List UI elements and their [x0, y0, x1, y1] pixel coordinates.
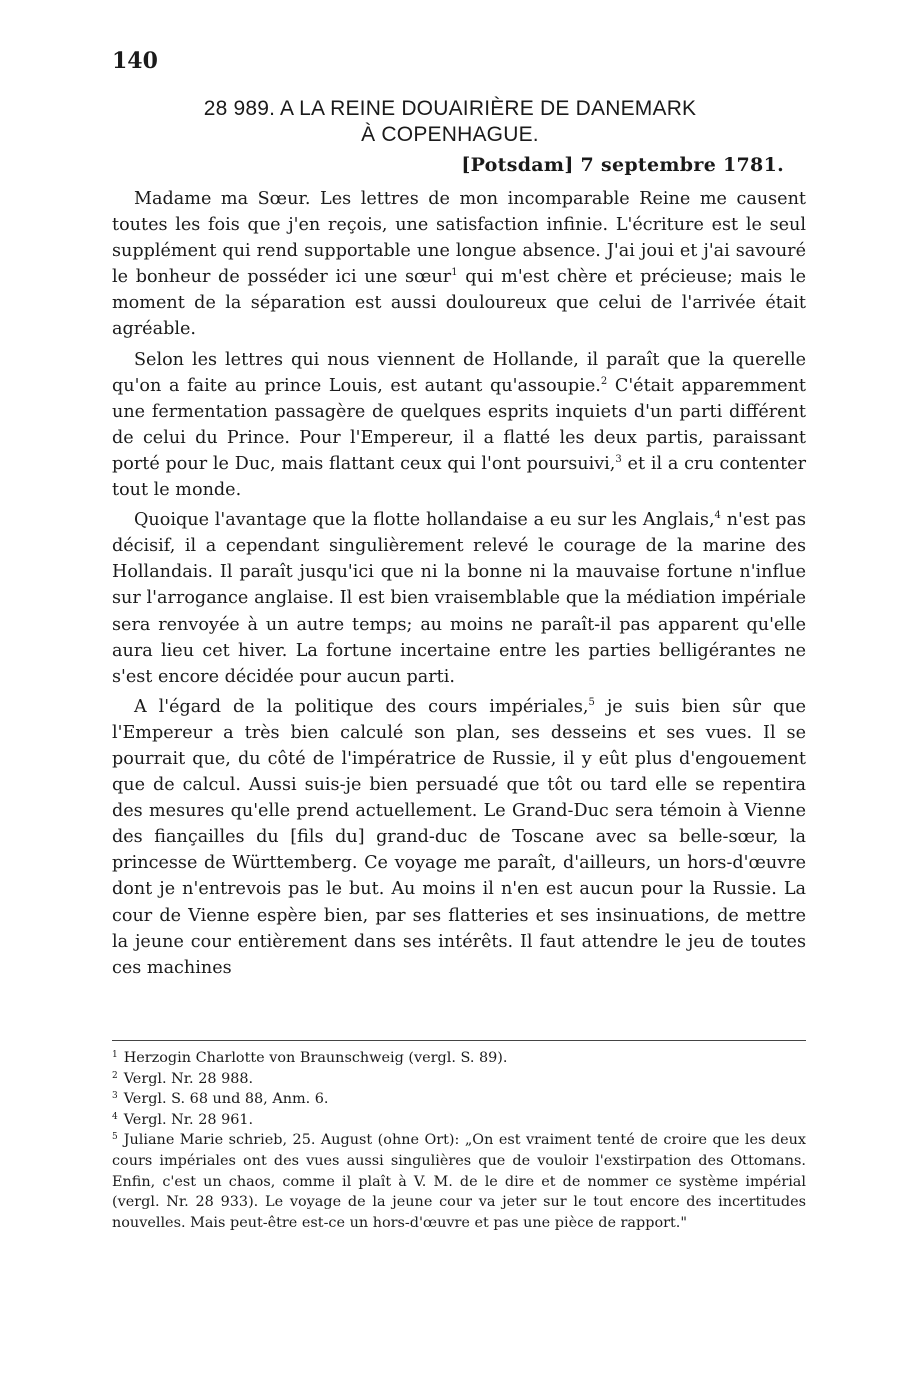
footnote-4 — [112, 1110, 806, 1131]
paragraph-text: Selon les lettres qui nous viennent de Hollande, il paraît que la querelle qu'on a faite au prince Louis, est autant qu'assoupie. — [112, 349, 806, 396]
footnote-ref: 5 — [588, 696, 595, 708]
footnote-number: 1 — [112, 1050, 118, 1060]
paragraph-text: Madame ma Sœur. Les lettres de mon incomparable Reine me causent toutes les fois que j'en reçois, une satisfaction infinie. L'écriture est le seul supplément qui rend supportable une longue absence. J'ai joui et j'ai savouré le bonheur de posséder ici une sœur — [112, 189, 806, 288]
footnote-text: Juliane Marie schrieb, 25. August (ohne Ort): „On est vraiment tenté de croire que les deux cours impériales ont des vues aussi singulières que de vouloir l'exstirpation des Ottomans. Enfin, c'est un chaos, comme il plaît à V. M. de le dire et de nommer ce système impérial (vergl. Nr. 28 933). Le voyage de la jeune cour va jeter sur le tout encore des incertitudes nouvelles. Mais peut-être est-ce un hors-d'œuvre et pas une pièce de rapport." — [112, 1132, 806, 1231]
letter-title — [112, 96, 788, 148]
page-number: 140 — [112, 48, 158, 74]
paragraph-text: je suis bien sûr que l'Empereur a très bien calculé son plan, ses desseins et ses vues. Il se pourrait que, du côté de l'impératrice de Russie, il y eût plus d'engouement que de calcul. Aussi suis-je bien persuadé que tôt ou tard elle se repentira des mesures qu'elle prend actuellement. Le Grand-Duc sera témoin à Vienne des fiançailles du [fils du] grand-duc de Toscane avec sa belle-sœur, la princesse de Württemberg. Ce voyage me paraît, d'ailleurs, un hors-d'œuvre dont je n'entrevois pas le but. Au moins il n'en est aucun pour la Russie. La cour de Vienne espère bien, par ses flatteries et ses insinuations, de mettre la jeune cour entièrement dans ses intérêts. Il faut attendre le jeu de toutes ces machines — [112, 696, 806, 978]
footnote-3 — [112, 1089, 806, 1110]
footnote-number: 2 — [112, 1070, 118, 1081]
footnote-number: 5 — [112, 1132, 118, 1143]
footnote-number: 4 — [112, 1111, 118, 1122]
footnote-text: Herzogin Charlotte von Braunschweig (vergl. S. 89). — [123, 1050, 508, 1066]
footnote-ref: 3 — [615, 453, 622, 465]
footnote-divider — [112, 1040, 806, 1041]
footnotes — [112, 1048, 806, 1233]
footnote-text: Vergl. Nr. 28 988. — [123, 1070, 254, 1087]
footnote-text: Vergl. Nr. 28 961. — [123, 1111, 254, 1128]
paragraph-text: A l'égard de la politique des cours impériales, — [134, 696, 589, 717]
paragraph-text: n'est pas décisif, il a cependant singulièrement relevé le courage de la marine des Hollandais. Il paraît jusqu'ici que ni la bonne ni la mauvaise fortune n'influe sur l'arrogance anglaise. Il est bien vraisemblable que la médiation impériale sera renvoyée à un autre temps; au moins ne paraît-il pas apparent qu'elle aura lieu cet hiver. La fortune incertaine entre les parties belligérantes ne s'est encore décidée pour aucun parti. — [112, 510, 806, 687]
paragraph-1 — [112, 186, 806, 343]
paragraph-text: C'était apparemment une fermentation passagère de quelques esprits inquiets d'un parti différent de celui du Prince. Pour l'Empereur, il a flatté les deux partis, paraissant porté pour le Duc, mais flattant ceux qui l'ont poursuivi, — [112, 375, 806, 474]
paragraph-text: Quoique l'avantage que la flotte hollandaise a eu sur les Anglais, — [134, 510, 715, 531]
paragraph-text: qui m'est chère et précieuse; mais le moment de la séparation est aussi douloureux que celui de l'arrivée était agréable. — [112, 267, 807, 340]
footnote-ref: 2 — [600, 375, 608, 387]
paragraph-4 — [112, 694, 806, 981]
footnote-1 — [112, 1048, 806, 1069]
footnote-5 — [112, 1130, 806, 1233]
footnote-ref: 1 — [451, 267, 458, 279]
paragraph-text: et il a cru contenter tout le monde. — [112, 453, 807, 501]
letter-body — [112, 186, 806, 985]
footnote-text: Vergl. S. 68 und 88, Anm. 6. — [123, 1091, 329, 1108]
footnote-ref: 4 — [714, 510, 721, 522]
footnote-number: 3 — [112, 1091, 118, 1102]
paragraph-3 — [112, 507, 806, 690]
paragraph-2 — [112, 347, 806, 504]
title-line-1: 28 989. A LA REINE DOUAIRIÈRE DE DANEMARK — [203, 97, 697, 120]
dateline: [Potsdam] 7 septembre 1781. — [461, 154, 784, 176]
footnote-2 — [112, 1069, 806, 1090]
title-line-2: À COPENHAGUE. — [361, 123, 539, 146]
